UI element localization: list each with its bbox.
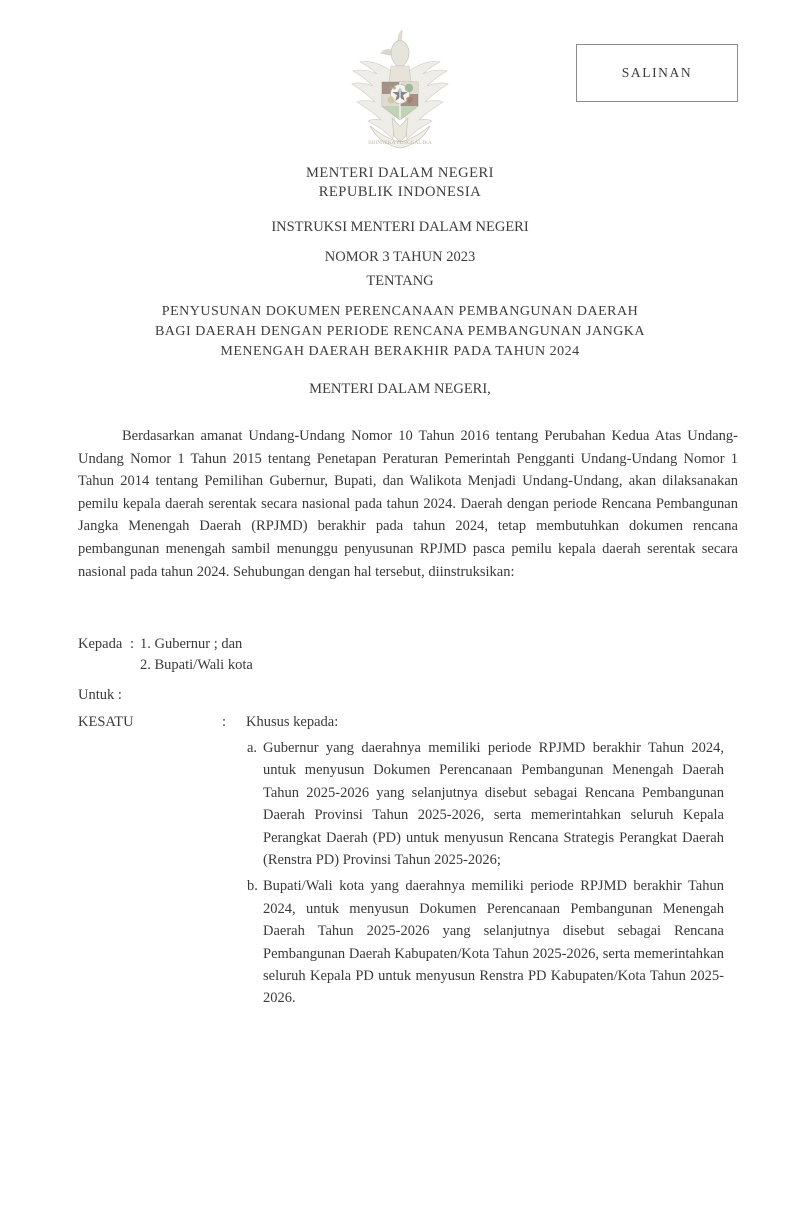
list-item-marker: a. bbox=[247, 740, 258, 756]
addressee-block bbox=[78, 634, 253, 676]
ministry-heading bbox=[0, 164, 800, 202]
dictum-separator: : bbox=[222, 714, 227, 730]
salinan-label: SALINAN bbox=[621, 65, 693, 80]
dictum-header-row bbox=[78, 712, 738, 733]
tentang-label: TENTANG bbox=[366, 273, 434, 289]
addressee-first-row bbox=[78, 634, 253, 655]
garuda-pancasila-emblem bbox=[348, 30, 452, 158]
instruction-number: NOMOR 3 TAHUN 2023 bbox=[324, 249, 476, 265]
dictum-intro: Khusus kepada: bbox=[246, 714, 339, 730]
ministry-line-2: REPUBLIK INDONESIA bbox=[318, 184, 482, 200]
list-item bbox=[247, 875, 724, 1009]
addressee-colon: : bbox=[130, 636, 135, 652]
dictum-sublist bbox=[247, 737, 724, 1010]
addressee-item-2: 2. Bupati/Wali kota bbox=[140, 657, 253, 673]
dictum-kesatu bbox=[78, 712, 738, 1010]
preamble-paragraph: Berdasarkan amanat Undang-Undang Nomor 10 Tahun 2016 tentang Perubahan Kedua Atas Undang-Undang Nomor 1 Tahun 2015 tentang Penetapan Peraturan Pemerintah Pengganti Undang-Undang Nomor 1 Tahun 2014 tentang Pemilihan Gubernur, Bupati, dan Walikota Menjadi Undang-Undang, akan dilaksanakan pemilu kepala daerah serentak secara nasional pada tahun 2024. Daerah dengan periode Rencana Pembangunan Jangka Menengah Daerah (RPJMD) berakhir pada tahun 2024, tetap membutuhkan dokumen rencana pembangunan menengah sambil menunggu penyusunan RPJMD pasca pemilu kepala daerah serentak secara nasional pada tahun 2024. Sehubungan dengan hal tersebut, diinstruksikan: bbox=[78, 428, 738, 580]
instruction-title: INSTRUKSI MENTERI DALAM NEGERI bbox=[271, 219, 529, 235]
list-item-text: Gubernur yang daerahnya memiliki periode RPJMD berakhir Tahun 2024, untuk menyusun Dokumen Perencanaan Pembangunan Menengah Daerah Tahun 2025-2026 yang selanjutnya disebut sebagai Rencana Pembangunan Daerah Provinsi Tahun 2025-2026, serta memerintahkan seluruh Kepala Perangkat Daerah (PD) untuk menyusun Rencana Strategis Perangkat Daerah (Renstra PD) Provinsi Tahun 2025-2026; bbox=[263, 740, 724, 869]
ministry-line-1: MENTERI DALAM NEGERI bbox=[305, 165, 494, 181]
addressee-item-1: 1. Gubernur ; dan bbox=[140, 636, 243, 652]
subject-line-2: BAGI DAERAH DENGAN PERIODE RENCANA PEMBANGUNAN JANGKA bbox=[154, 324, 646, 339]
subject-line-3: MENENGAH DAERAH BERAKHIR PADA TAHUN 2024 bbox=[220, 344, 580, 359]
addressee-label: Kepada bbox=[78, 636, 123, 652]
list-item-text: Bupati/Wali kota yang daerahnya memiliki periode RPJMD berakhir Tahun 2024, untuk menyusun Dokumen Perencanaan Pembangunan Menengah Daerah Tahun 2025-2026 yang selanjutnya disebut sebagai Rencana Pembangunan Daerah Kabupaten/Kota Tahun 2025-2026, serta memerintahkan seluruh Kepala PD untuk menyusun Renstra PD Kabupaten/Kota Tahun 2025-2026. bbox=[263, 878, 724, 1007]
list-item-marker: b. bbox=[247, 878, 258, 895]
purpose-label: Untuk : bbox=[78, 687, 122, 703]
dictum-key: KESATU bbox=[78, 714, 134, 730]
subject-line-1: PENYUSUNAN DOKUMEN PERENCANAAN PEMBANGUNAN DAERAH bbox=[161, 304, 639, 319]
signatory-heading: MENTERI DALAM NEGERI, bbox=[309, 381, 491, 397]
list-item bbox=[247, 737, 724, 871]
subject-heading bbox=[0, 302, 800, 362]
salinan-stamp-box bbox=[576, 44, 738, 102]
svg-text:BHINNEKA TUNGGAL IKA: BHINNEKA TUNGGAL IKA bbox=[368, 140, 432, 146]
